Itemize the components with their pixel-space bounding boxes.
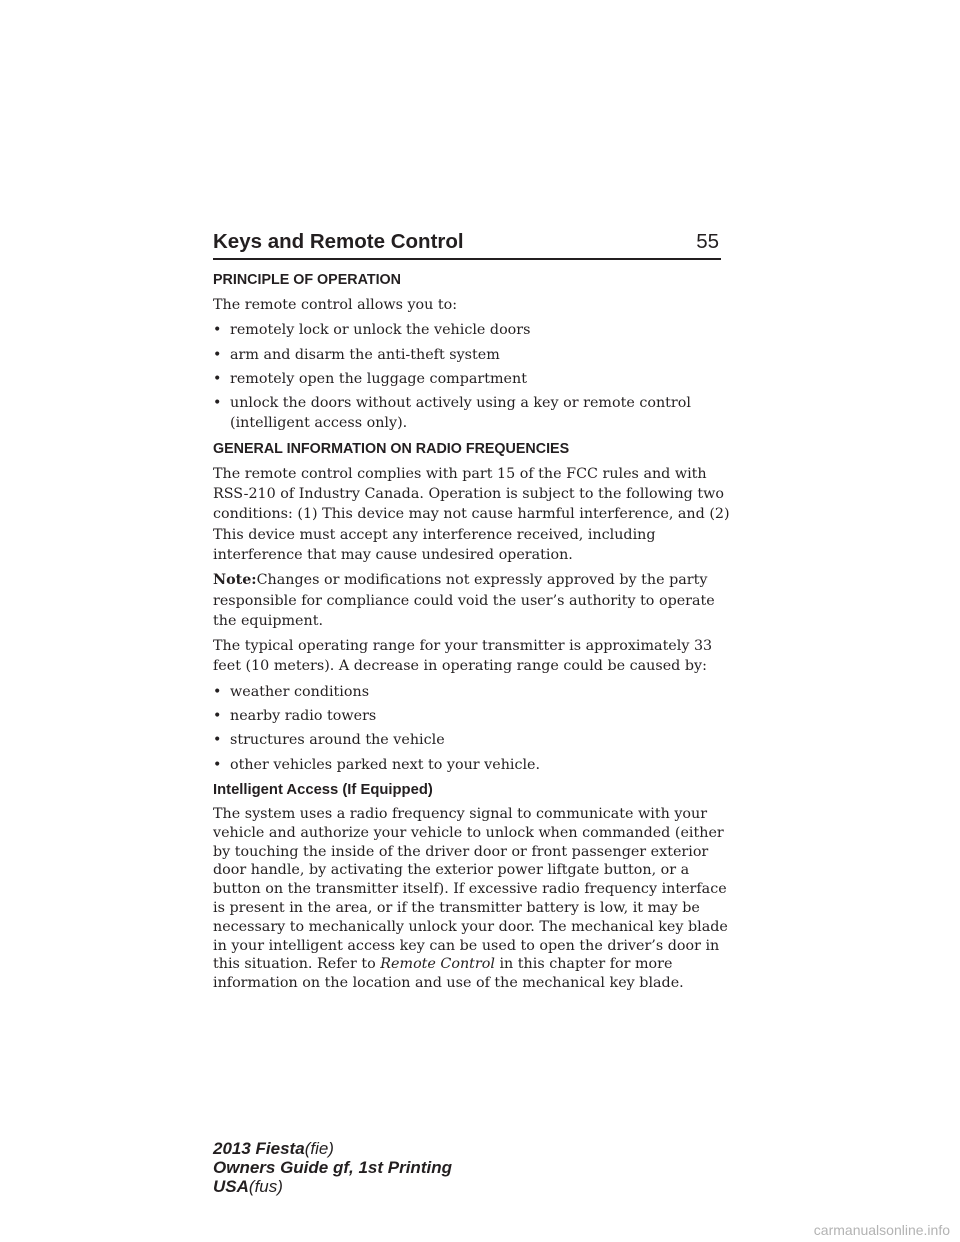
page-number: 55 — [696, 230, 719, 253]
note-label: Note: — [213, 572, 257, 589]
list-item: • structures around the vehicle — [213, 730, 733, 750]
range-paragraph: The typical operating range for your transmitter is approximately 33 feet (10 meters). A decrease in operating range could be caused by: — [213, 638, 713, 675]
intelligent-text-part2: in this chapter for more information on the location and use of the mechanical key blade. — [213, 956, 684, 992]
footer-guide: Owners Guide gf, 1st Printing — [213, 1158, 452, 1177]
chapter-title: Keys and Remote Control — [213, 230, 464, 253]
watermark: carmanualsonline.info — [813, 1222, 950, 1238]
remote-control-reference: Remote Control — [380, 956, 495, 973]
principle-intro: The remote control allows you to: — [213, 297, 458, 313]
note-text: Changes or modifications not expressly approved by the party responsible for compliance could void the user’s authority to operate the equipment. — [213, 572, 715, 629]
intelligent-access-paragraph — [213, 805, 733, 993]
list-item: • remotely open the luggage compartment — [213, 369, 733, 389]
list-item: • unlock the doors without actively using a key or remote control (intelligent access only). — [213, 393, 733, 434]
principle-bullet-list — [213, 320, 733, 433]
footer-model-code: (fie) — [304, 1139, 334, 1158]
footer-market: USA — [213, 1177, 249, 1196]
section-heading-intelligent-access: Intelligent Access (If Equipped) — [213, 781, 433, 798]
list-item: • other vehicles parked next to your vehicle. — [213, 755, 733, 775]
footer-line-market — [213, 1177, 452, 1196]
range-bullet-list — [213, 682, 733, 775]
footer-market-code: (fus) — [248, 1177, 283, 1196]
section-heading-principle: PRINCIPLE OF OPERATION — [213, 272, 401, 288]
note-paragraph — [213, 570, 733, 631]
print-footer — [213, 1139, 452, 1196]
list-item: • nearby radio towers — [213, 706, 733, 726]
page-header — [213, 228, 721, 260]
intelligent-text-part1: The system uses a radio frequency signal to communicate with your vehicle and authorize your vehicle to unlock when commanded (either by touching the inside of the driver door or front passenger exterior door handle, by activating the exterior power liftgate button, or a button on the transmitter itself). If excessive radio frequency interface is present in the area, or if the transmitter battery is low, it may be necessary to mechanically unlock your door. The mechanical key blade in your intelligent access key can be used to open the driver’s door in this situation. Refer to — [213, 805, 728, 973]
section-heading-radio: GENERAL INFORMATION ON RADIO FREQUENCIES — [213, 440, 570, 457]
footer-line-model — [213, 1139, 452, 1158]
radio-compliance-paragraph: The remote control complies with part 15 of the FCC rules and with RSS-210 of Industry Canada. Operation is subject to the following two conditions: (1) This device may not cause harmful interference, and (2) This device must accept any interference received, including interference that may cause undesired operation. — [213, 465, 730, 563]
footer-line-guide — [213, 1158, 452, 1177]
list-item: • remotely lock or unlock the vehicle doors — [213, 320, 733, 340]
list-item: • weather conditions — [213, 682, 733, 702]
list-item: • arm and disarm the anti-theft system — [213, 345, 733, 365]
footer-model: 2013 Fiesta — [213, 1139, 305, 1158]
page-content — [213, 270, 733, 998]
